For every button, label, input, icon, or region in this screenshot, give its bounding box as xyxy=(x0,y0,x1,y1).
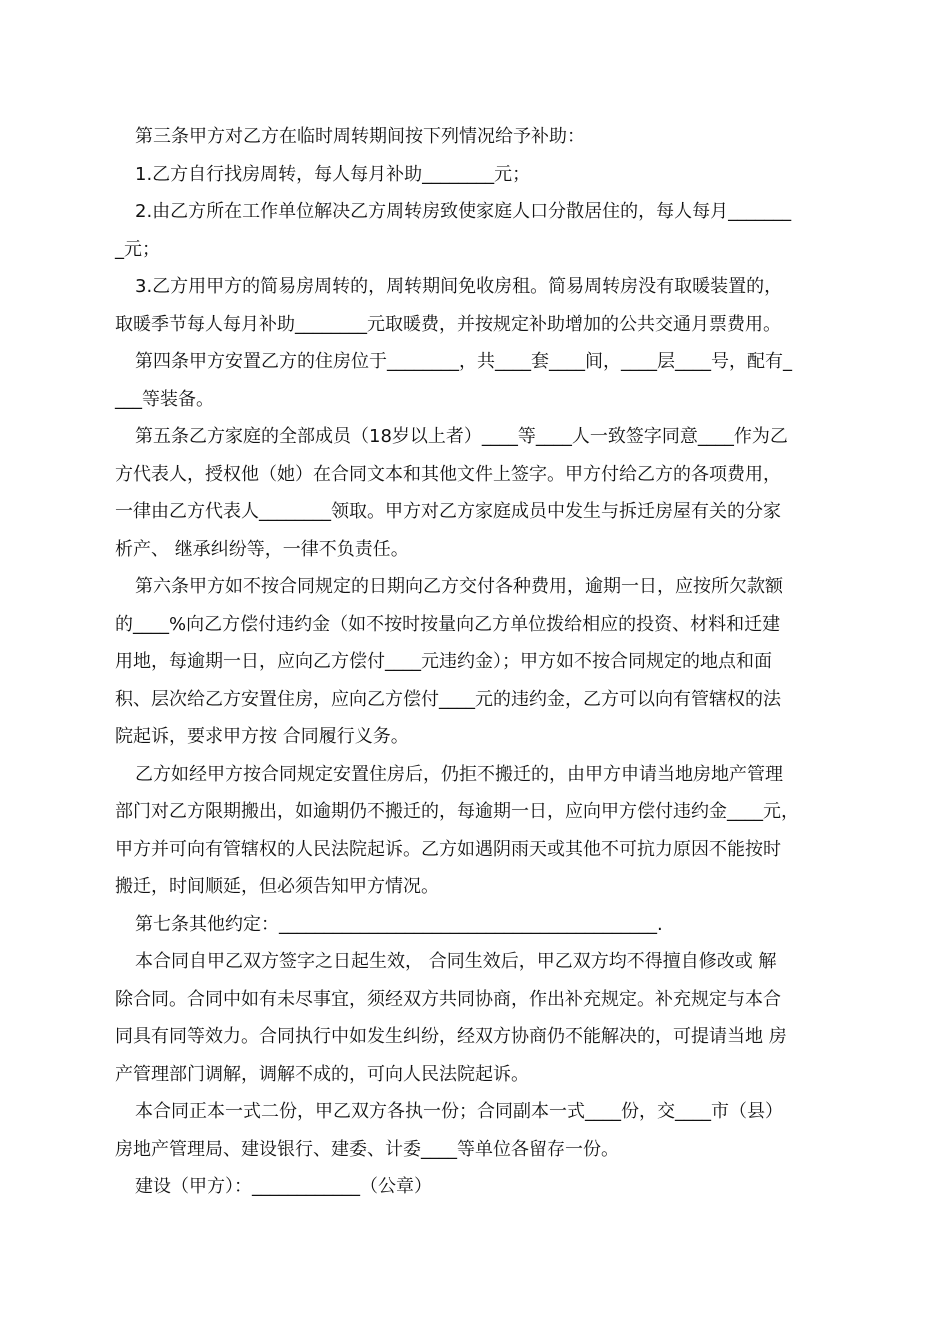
article-6-cont-1: 的____%向乙方偿付违约金（如不按时按量向乙方单位拨给相应的投资、材料和迁建 xyxy=(115,613,781,635)
article-6: 第六条甲方如不按合同规定的日期向乙方交付各种费用，逾期一日，应按所欠款额 xyxy=(135,576,783,597)
article-3-item-3: 3.乙方用甲方的简易房周转的，周转期间免收房租。简易周转房没有取暖装置的， xyxy=(135,276,783,297)
article-3-item-2: 2.由乙方所在工作单位解决乙方周转房致使家庭人口分散居住的，每人每月_______ xyxy=(135,201,792,222)
article-5: 第五条乙方家庭的全部成员（18岁以上者）____等____人一致签字同意____作为乙 xyxy=(135,426,788,447)
article-5-cont-1: 方代表人，授权他（她）在合同文本和其他文件上签字。甲方付给乙方的各项费用， xyxy=(115,463,781,485)
article-3-item-1: 1.乙方自行找房周转，每人每月补助________元； xyxy=(135,163,531,185)
contract-body xyxy=(115,118,845,1206)
effectiveness-paragraph: 本合同自甲乙双方签字之日起生效， 合同生效后，甲乙双方均不得擅自修改或 解 xyxy=(135,951,777,972)
effectiveness-cont-3: 产管理部门调解，调解不成的，可向人民法院起诉。 xyxy=(115,1063,529,1085)
effectiveness-cont-2: 同具有同等效力。合同执行中如发生纠纷，经双方协商仍不能解决的，可提请当地 房 xyxy=(115,1026,787,1047)
article-5-cont-2: 一律由乙方代表人________领取。甲方对乙方家庭成员中发生与拆迁房屋有关的分家 xyxy=(115,501,781,522)
article-6-cont-3: 积、层次给乙方安置住房，应向乙方偿付____元的违约金，乙方可以向有管辖权的法 xyxy=(115,688,781,710)
relocation-paragraph: 乙方如经甲方按合同规定安置住房后，仍拒不搬迁的，由甲方申请当地房地产管理 xyxy=(135,763,783,785)
relocation-cont-1: 部门对乙方限期搬出，如逾期仍不搬迁的，每逾期一日，应向甲方偿付违约金____元， xyxy=(115,801,799,822)
article-4: 第四条甲方安置乙方的住房位于________，共____套____间，____层____号，配有_ xyxy=(135,351,792,372)
article-7: 第七条其他约定：__________________________________________. xyxy=(135,913,663,935)
article-3-heading: 第三条甲方对乙方在临时周转期间按下列情况给予补助： xyxy=(135,126,585,147)
copies-cont: 房地产管理局、建设银行、建委、计委____等单位各留存一份。 xyxy=(115,1138,619,1160)
article-5-cont-3: 析产、 继承纠纷等，一律不负责任。 xyxy=(115,538,409,560)
article-3-item-3-cont: 取暖季节每人每月补助________元取暖费，并按规定补助增加的公共交通月票费用。 xyxy=(115,313,781,335)
relocation-cont-3: 搬迁，时间顺延，但必须告知甲方情况。 xyxy=(115,876,439,897)
article-4-cont: ___等装备。 xyxy=(115,388,214,410)
relocation-cont-2: 甲方并可向有管辖权的人民法院起诉。乙方如遇阴雨天或其他不可抗力原因不能按时 xyxy=(115,838,781,860)
copies-paragraph: 本合同正本一式二份，甲乙双方各执一份；合同副本一式____份，交____市（县） xyxy=(135,1101,783,1122)
party-a-signature-line: 建设（甲方）：____________（公章） xyxy=(135,1176,432,1197)
article-3-item-2-cont: _元； xyxy=(115,238,160,260)
effectiveness-cont-1: 除合同。合同中如有未尽事宜，须经双方共同协商，作出补充规定。补充规定与本合 xyxy=(115,988,781,1010)
article-6-cont-4: 院起诉，要求甲方按 合同履行义务。 xyxy=(115,726,409,747)
article-6-cont-2: 用地，每逾期一日，应向乙方偿付____元违约金）；甲方如不按合同规定的地点和面 xyxy=(115,651,772,672)
